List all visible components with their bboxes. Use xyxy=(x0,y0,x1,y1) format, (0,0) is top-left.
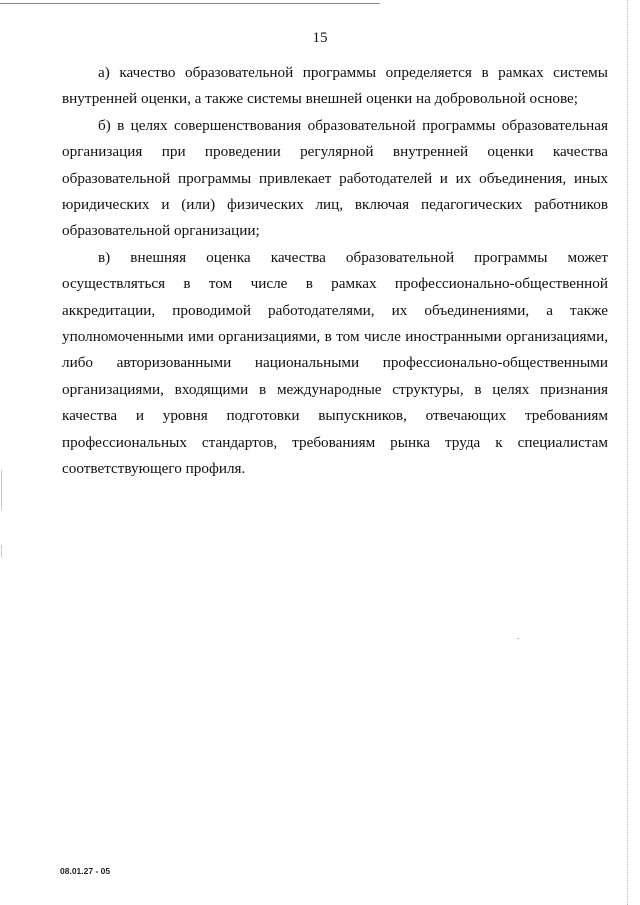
paragraph-v: в) внешняя оценка качества образовательной программы может осуществляться в том числе в рамках профессионально-общественной аккредитации, проводимой работодателями, их объединениями, а также уполномоченными ими организациями, в том числе иностранными организациями, либо авторизованными национальными профессионально-общественными организациями, входящими в международные структуры, в целях признания качества и уровня подготовки выпускников, отвечающих требованиям профессиональных стандартов, требованиям рынка труда к специалистам соответствующего профиля. xyxy=(62,248,608,478)
document-body xyxy=(62,60,608,483)
scan-speck xyxy=(517,638,519,639)
top-scan-rule xyxy=(0,3,380,4)
left-scan-mark xyxy=(1,545,2,557)
paragraph-b: б) в целях совершенствования образовательной программы образовательная организация при проведении регулярной внутренней оценки качества образовательной программы привлекает работодателей и их объединения, иных юридических и (или) физических лиц, включая педагогических работников образовательной организации; xyxy=(62,116,608,240)
page-number: 15 xyxy=(312,30,328,46)
right-margin-scan-line xyxy=(627,0,628,905)
document-code: 08.01.27 - 05 xyxy=(60,866,111,876)
left-scan-mark xyxy=(1,470,2,510)
paragraph-a: а) качество образовательной программы определяется в рамках системы внутренней оценки, а также системы внешней оценки на добровольной основе; xyxy=(62,64,608,108)
